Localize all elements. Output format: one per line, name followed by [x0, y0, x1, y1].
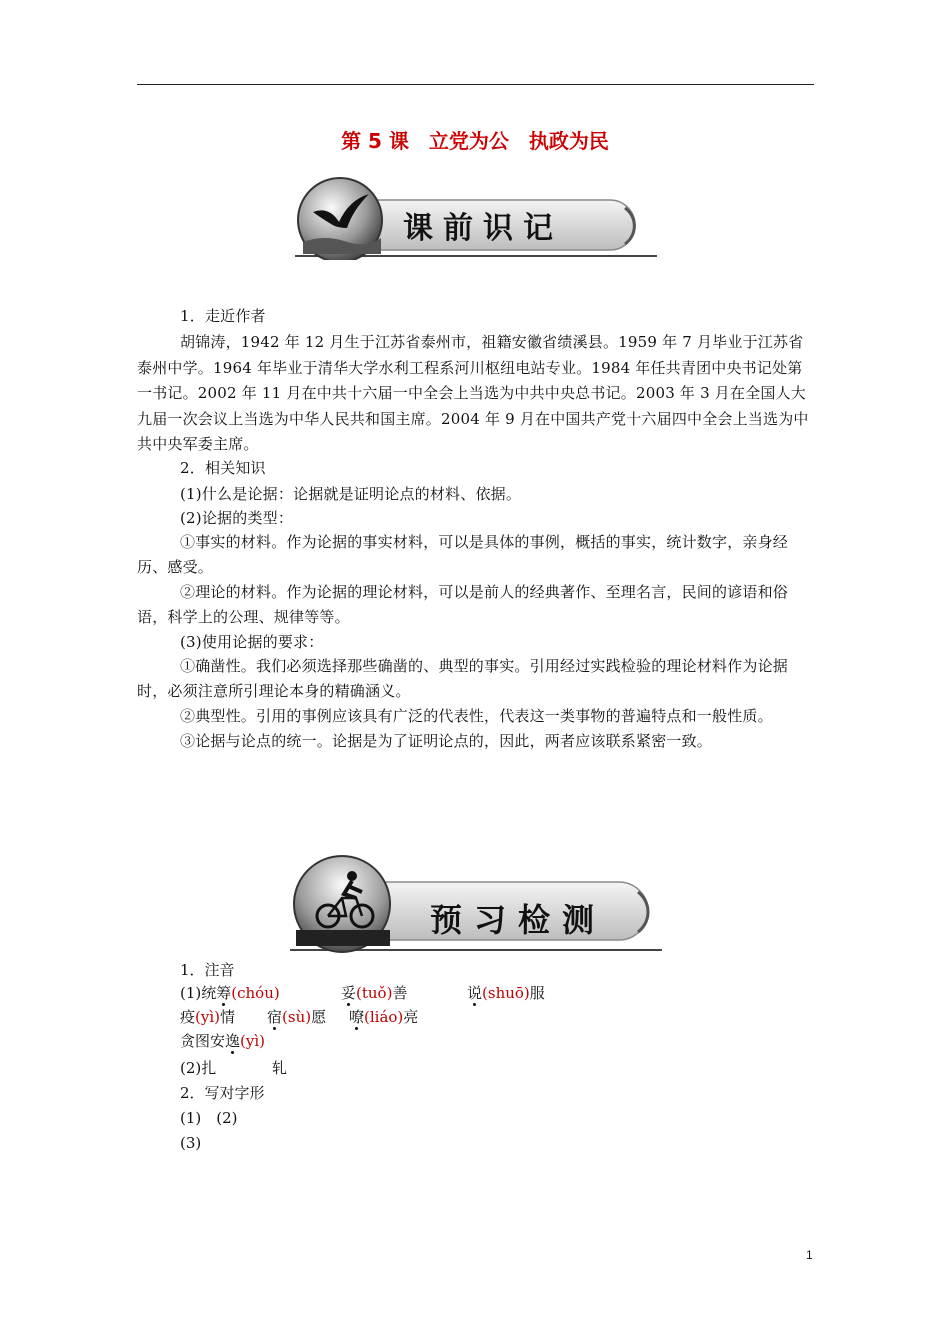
pinyin-row [180, 1029, 265, 1053]
pinyin-row [267, 1005, 326, 1029]
author-paragraph: 胡锦涛，1942 年 12 月生于江苏省泰州市，祖籍安徽省绩溪县。1959 年 7 月毕业于江苏省泰州中学。1964 年毕业于清华大学水利工程系河川枢纽电站专业。1984 年任共青团中央书记处第一书记。2002 年 11 月在中共十六届一中全会上当选为中共中央总书记。2003 年 3 月在全国人大九届一次会议上当选为中华人民共和国主席。2004 年 9 月在中国共产党十六届四中全会上当选为中共中央军委主席。 [137, 333, 809, 453]
pinyin-annotation: (liáo) [364, 1008, 404, 1026]
knowledge-item: (2)论据的类型： [180, 509, 294, 527]
word-suffix: 善 [392, 984, 408, 1002]
pinyin-annotation: (shuō) [482, 984, 530, 1002]
word-suffix: 亮 [403, 1008, 419, 1026]
pinyin-row [341, 981, 407, 1005]
page-number: 1 [806, 1248, 813, 1262]
preview-banner-label: 课前识记 [403, 211, 563, 246]
word-prefix: 贪图安 [180, 1032, 226, 1050]
dotted-char: 宿 [267, 1008, 283, 1026]
word-suffix: 服 [529, 984, 545, 1002]
pinyin-row [180, 981, 280, 1005]
glyph-row: (3) [180, 1134, 202, 1152]
pinyin-row [180, 1005, 235, 1029]
polyphone-row: 轧 [272, 1059, 288, 1077]
word-suffix: 情 [220, 1008, 236, 1026]
pinyin-annotation: (yì) [240, 1032, 266, 1050]
knowledge-item: ①确凿性。我们必须选择那些确凿的、典型的事实。引用经过实践检验的理论材料作为论据时，必须注意所引理论本身的精确涵义。 [137, 657, 789, 700]
section-heading-pinyin: 1．注音 [180, 961, 235, 979]
pinyin-row [467, 981, 545, 1005]
pinyin-annotation: (sù) [282, 1008, 312, 1026]
knowledge-item: ②典型性。引用的事例应该具有广泛的代表性，代表这一类事物的普遍特点和一般性质。 [180, 707, 773, 725]
word-suffix: 愿 [311, 1008, 327, 1026]
word-prefix: 疫 [180, 1008, 196, 1026]
dotted-char: 逸 [225, 1032, 241, 1050]
knowledge-item: (1)什么是论据：论据就是证明论点的材料、依据。 [180, 485, 522, 503]
pinyin-annotation: (yì) [195, 1008, 220, 1026]
glyph-row: (1) (2) [180, 1109, 238, 1127]
dotted-char: 嘹 [349, 1008, 365, 1026]
pinyin-annotation: (chóu) [231, 984, 280, 1002]
lesson-title: 第 5 课 立党为公 执政为民 [341, 129, 609, 153]
check-banner-label: 预习检测 [430, 901, 607, 939]
section-heading-glyphs: 2．写对字形 [180, 1084, 265, 1102]
word-prefix: (1)统 [180, 984, 217, 1002]
knowledge-item: ①事实的材料。作为论据的事实材料，可以是具体的事例，概括的事实，统计数字，亲身经历、感受。 [137, 533, 789, 576]
pinyin-row [349, 1005, 418, 1029]
knowledge-item: (3)使用论据的要求： [180, 633, 324, 651]
polyphone-row: (2)扎 [180, 1059, 217, 1077]
dotted-char: 说 [467, 984, 483, 1002]
header-rule [137, 84, 814, 85]
knowledge-item: ②理论的材料。作为论据的理论材料，可以是前人的经典著作、至理名言，民间的谚语和俗语，科学上的公理、规律等等。 [137, 583, 789, 626]
pinyin-annotation: (tuǒ) [356, 984, 393, 1002]
section-heading-knowledge: 2．相关知识 [180, 459, 266, 477]
section-heading-author: 1．走近作者 [180, 307, 266, 325]
dotted-char: 筹 [216, 984, 232, 1002]
dotted-char: 妥 [341, 984, 357, 1002]
knowledge-item: ③论据与论点的统一。论据是为了证明论点的，因此，两者应该联系紧密一致。 [180, 732, 713, 750]
